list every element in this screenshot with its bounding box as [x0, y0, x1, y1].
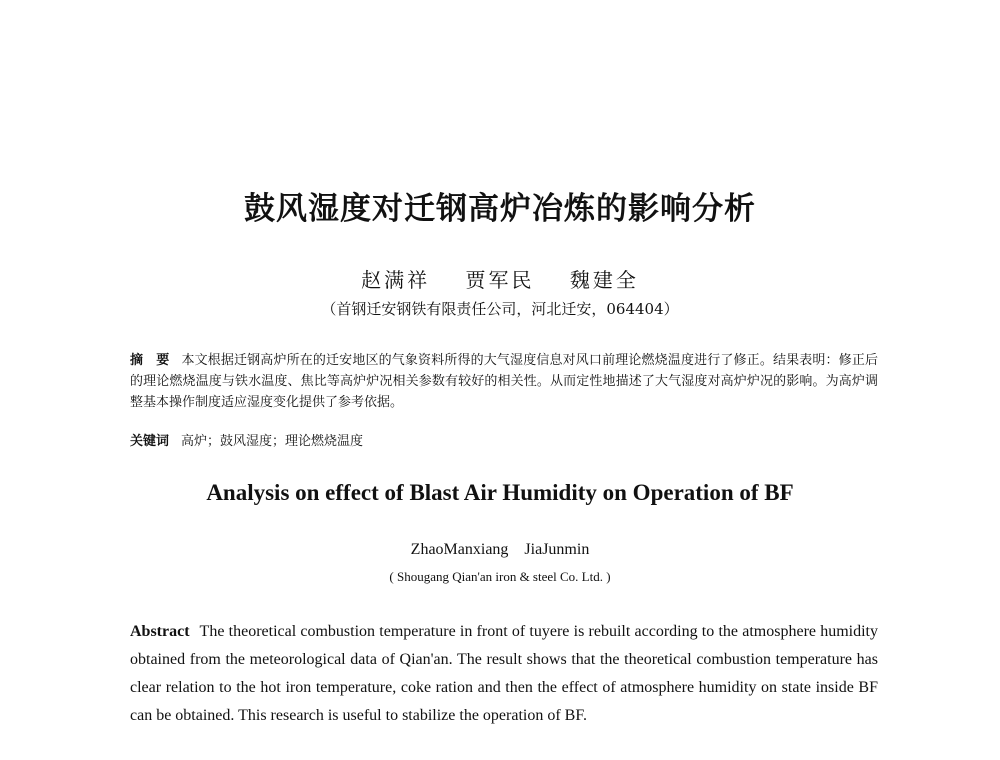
chinese-abstract: [130, 350, 878, 413]
author-name: JiaJunmin: [524, 541, 590, 558]
author-name: ZhaoManxiang: [410, 541, 509, 558]
english-authors: [0, 541, 1000, 559]
chinese-keywords-text: 高炉；鼓风湿度；理论燃烧温度: [181, 434, 364, 449]
english-title: Analysis on effect of Blast Air Humidity on Operation of BF: [206, 480, 794, 505]
chinese-title: 鼓风湿度对迁钢高炉冶炼的影响分析: [244, 191, 756, 227]
english-abstract-label: Abstract: [130, 623, 190, 640]
chinese-affiliation: （首钢迁安钢铁有限责任公司，河北迁安，064404）: [321, 300, 679, 318]
chinese-keywords: [130, 431, 878, 452]
english-affiliation: ( Shougang Qian'an iron & steel Co. Ltd. ): [389, 569, 611, 584]
chinese-keywords-label: 关键词: [130, 434, 170, 449]
chinese-abstract-label: 摘 要: [130, 353, 170, 368]
author-name: 赵满祥: [361, 268, 431, 292]
chinese-authors: [0, 264, 1000, 293]
english-abstract: [130, 618, 878, 730]
author-name: 贾军民: [465, 268, 535, 292]
chinese-abstract-text: 本文根据迁钢高炉所在的迁安地区的气象资料所得的大气湿度信息对风口前理论燃烧温度进行了修正。结果表明：修正后的理论燃烧温度与铁水温度、焦比等高炉炉况相关参数有较好的相关性。从而定性地描述了大气湿度对高炉炉况的影响。为高炉调整基本操作制度适应湿度变化提供了参考依据。: [130, 353, 878, 410]
author-name: 魏建全: [569, 268, 639, 292]
english-abstract-text: The theoretical combustion temperature in front of tuyere is rebuilt according to the atmosphere humidity obtained from the meteorological data of Qian'an. The result shows that the theoretical combustion temperature has clear relation to the hot iron temperature, coke ration and then the effect of atmosphere humidity on state inside BF can be obtained. This research is useful to stabilize the operation of BF.: [130, 623, 878, 724]
